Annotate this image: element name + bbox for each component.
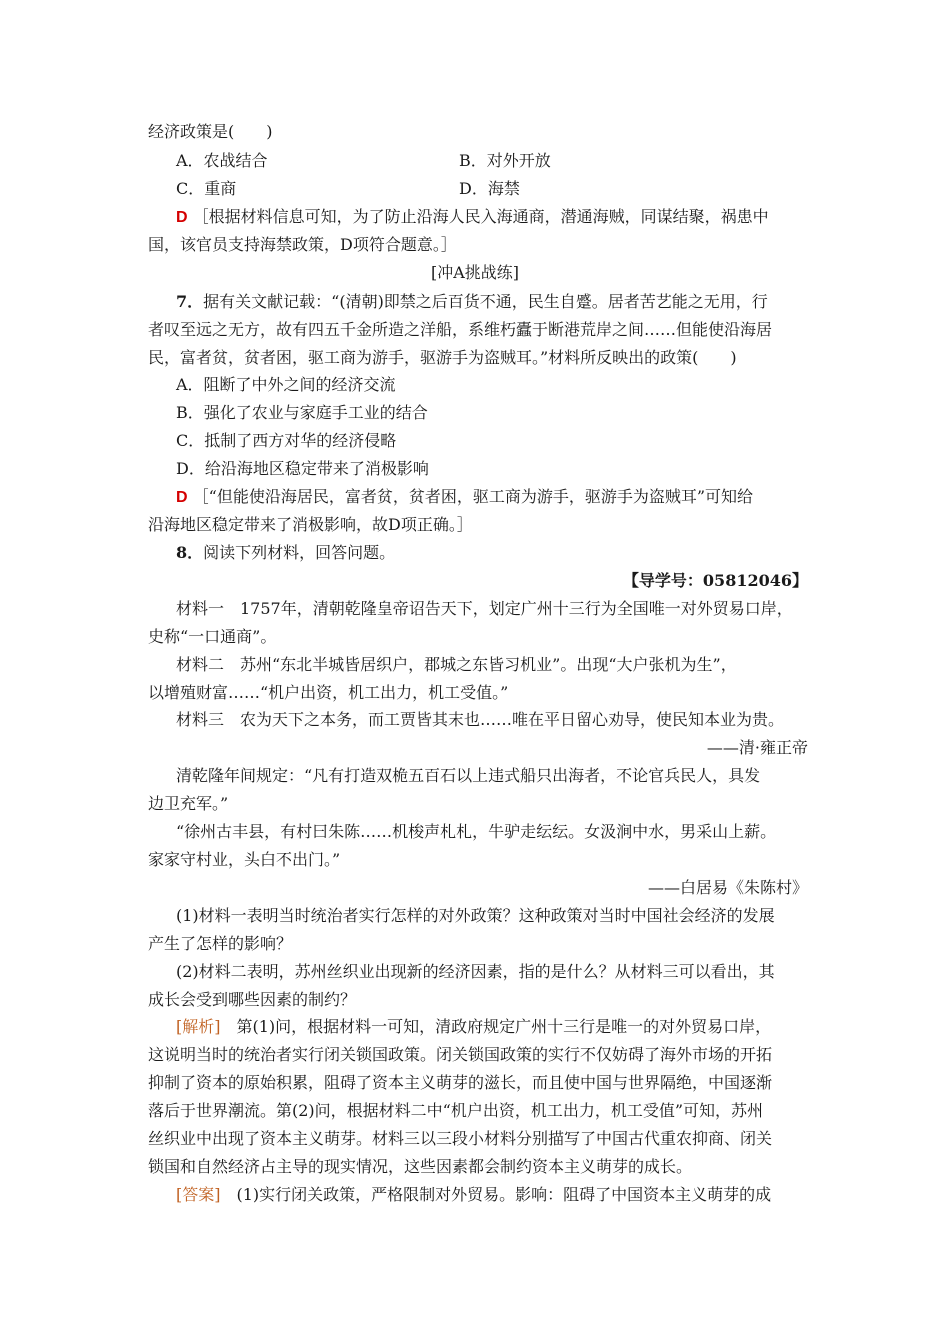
answer-line-1: [176, 1185, 771, 1205]
q7-explanation-line: [176, 487, 753, 508]
q8-number: 8．: [176, 543, 204, 562]
q7-stem-line-3: 民，富者贫，贫者困，驱工商为游手，驱游手为盗贼耳。”材料所反映出的政策( ): [148, 348, 737, 367]
q7-stem-line-2: 者叹至远之无方，故有四五千金所造之洋船，系维朽蠹于断港荒岸之间……但能使沿海居: [148, 320, 773, 339]
analysis-line-1: [176, 1017, 771, 1037]
material-3-line-1: 材料三 农为天下之本务，而工贾皆其末也……唯在平日留心劝导，使民知本业为贵。: [176, 710, 785, 729]
q7-answer-letter: D: [176, 489, 188, 506]
analysis-line-3: 抑制了资本的原始积累，阻碍了资本主义萌芽的滋长，而且使中国与世界隔绝，中国逐渐: [148, 1073, 773, 1092]
material-1-line-1: 材料一 1757年，清朝乾隆皇帝诏告天下，划定广州十三行为全国唯一对外贸易口岸，: [176, 599, 793, 618]
q7-option-b: B．强化了农业与家庭手工业的结合: [176, 403, 428, 422]
q6-answer-letter: D: [176, 209, 188, 226]
section-title: [冲A挑战练]: [430, 263, 520, 282]
sub-question-1-line-2: 产生了怎样的影响？: [148, 934, 293, 953]
q8-stem-text: 阅读下列材料，回答问题。: [203, 543, 396, 562]
analysis-line-6: 锁国和自然经济占主导的现实情况，这些因素都会制约资本主义萌芽的成长。: [148, 1157, 693, 1176]
material-2-line-1: 材料二 苏州“东北半城皆居织户，郡城之东皆习机业”。出现“大户张机为生”，: [176, 655, 737, 674]
analysis-line-5: 丝织业中出现了资本主义萌芽。材料三以三段小材料分别描写了中国古代重农抑商、闭关: [148, 1129, 773, 1148]
analysis-line-2: 这说明当时的统治者实行闭关锁国政策。闭关锁国政策的实行不仅妨碍了海外市场的开拓: [148, 1045, 773, 1064]
q6-option-a: A．农战结合: [176, 151, 268, 170]
q6-option-c: C．重商: [176, 179, 237, 198]
material-2-line-2: 以增殖财富……“机户出资，机工出力，机工受值。”: [148, 683, 509, 702]
analysis-line-4: 落后于世界潮流。第(2)问，根据材料二中“机户出资，机工出力，机工受值”可知，苏州: [148, 1101, 764, 1120]
q7-stem-text: 据有关文献记载：“(清朝)即禁之后百货不通，民生自蹙。居者苦艺能之无用，行: [203, 292, 768, 311]
q7-explanation-text: ［“但能使沿海居民，富者贫，贫者困，驱工商为游手，驱游手为盗贼耳”可知给: [192, 487, 754, 506]
q6-stem: 经济政策是( ): [148, 122, 273, 141]
q7-option-d: D．给沿海地区稳定带来了消极影响: [176, 459, 429, 478]
sub-question-2-line-1: (2)材料二表明，苏州丝织业出现新的经济因素，指的是什么？从材料三可以看出，其: [176, 962, 775, 981]
material-3-line-4: “徐州古丰县，有村曰朱陈……机梭声札札，牛驴走纭纭。女汲涧中水，男采山上薪。: [176, 822, 777, 841]
analysis-tag: [解析]: [176, 1017, 221, 1036]
q7-option-c: C．抵制了西方对华的经济侵略: [176, 431, 397, 450]
sub-question-2-line-2: 成长会受到哪些因素的制约？: [148, 990, 357, 1009]
material-3-source: ——清·雍正帝: [706, 738, 808, 757]
answer-text: (1)实行闭关政策，严格限制对外贸易。影响：阻碍了中国资本主义萌芽的成: [220, 1185, 772, 1204]
q7-explanation-cont: 沿海地区稳定带来了消极影响，故D项正确。］: [148, 515, 473, 534]
material-1-line-2: 史称“一口通商”。: [148, 627, 277, 646]
q6-explanation-line: [176, 207, 769, 228]
guide-number: 【导学号：05812046】: [622, 571, 808, 590]
sub-question-1-line-1: (1)材料一表明当时统治者实行怎样的对外政策？这种政策对当时中国社会经济的发展: [176, 906, 775, 925]
q6-explanation-cont: 国，该官员支持海禁政策，D项符合题意。］: [148, 235, 457, 254]
material-3-line-2: 清乾隆年间规定：“凡有打造双桅五百石以上违式船只出海者，不论官兵民人，具发: [176, 766, 761, 785]
q8-stem: [176, 543, 395, 563]
q6-option-d: D．海禁: [459, 179, 520, 198]
material-3-line-5: 家家守村业，头白不出门。”: [148, 850, 341, 869]
material-3-source-2: ——白居易《朱陈村》: [647, 878, 808, 897]
answer-tag: [答案]: [176, 1185, 221, 1204]
q6-option-b: B．对外开放: [459, 151, 551, 170]
q7-stem-line-1: [176, 292, 768, 312]
q6-explanation-text: ［根据材料信息可知，为了防止沿海人民入海通商，潜通海贼，同谋结聚，祸患中: [192, 207, 769, 226]
q7-option-a: A．阻断了中外之间的经济交流: [176, 375, 396, 394]
material-3-line-3: 边卫充军。”: [148, 794, 229, 813]
q7-number: 7．: [176, 292, 204, 311]
analysis-text: 第(1)问，根据材料一可知，清政府规定广州十三行是唯一的对外贸易口岸，: [220, 1017, 772, 1036]
